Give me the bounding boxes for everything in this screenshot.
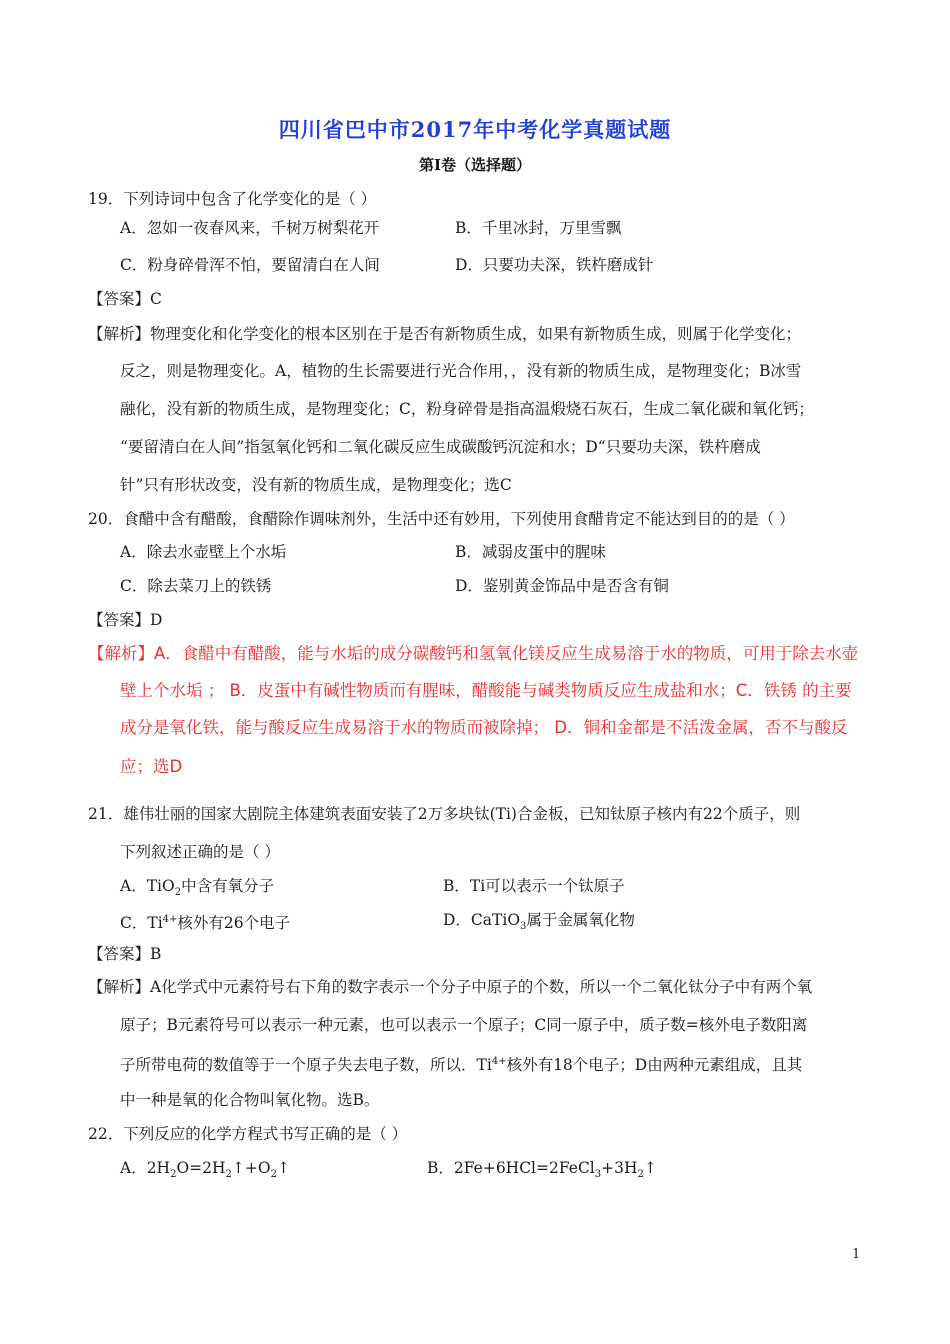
q21-option-c: C．$Ti^{4+}$核外有26个电子 — [120, 914, 291, 933]
q20-option-d: D．鉴别黄金饰品中是否含有铜 — [455, 577, 669, 595]
section-subtitle: 第Ⅰ卷（选择题） — [418, 156, 532, 174]
q21-answer: 【答案】B — [88, 945, 162, 963]
q20-explanation-line-3: 成分是氧化铁，能与酸反应生成易溶于水的物质而被除掉； D．铜和金都是不活泼金属，否不与酸反 — [120, 718, 848, 737]
q21-stem-line-1: 21．雄伟壮丽的国家大剧院主体建筑表面安装了2万多块钛(Ti)合金板，已知钛原子核内有22个质子，则 — [88, 805, 801, 823]
q21-option-b: B．Ti可以表示一个钛原子 — [443, 877, 625, 895]
q19-explanation-line-2: 反之，则是物理变化。A，植物的生长需要进行光合作用，，没有新的物质生成，是物理变化；B冰雪 — [120, 362, 802, 380]
q21-stem-line-2: 下列叙述正确的是（ ） — [120, 843, 280, 861]
q19-explanation-line-3: 融化，没有新的物质生成，是物理变化；C，粉身碎骨是指高温煅烧石灰石，生成二氧化碳和氧化钙； — [120, 400, 814, 418]
q21-option-a: A．TiO$_2$中含有氧分子 — [120, 877, 275, 899]
q20-explanation-line-4: 应；选D — [120, 757, 183, 776]
q19-explanation-line-4: “要留清白在人间”指氢氧化钙和二氧化碳反应生成碳酸钙沉淀和水；D“只要功夫深，铁杵磨成 — [120, 438, 761, 456]
q19-stem: 19．下列诗词中包含了化学变化的是（ ） — [88, 190, 377, 208]
q19-answer: 【答案】C — [88, 290, 162, 308]
q21-explanation-line-1: 【解析】A化学式中元素符号右下角的数字表示一个分子中原子的个数，所以一个二氧化钛分子中有两个氧 — [88, 978, 813, 996]
q21-explanation-line-2: 原子；B元素符号可以表示一种元素，也可以表示一个原子；C同一原子中，质子数=核外电子数阳离 — [120, 1016, 808, 1034]
q20-option-c: C．除去菜刀上的铁锈 — [120, 577, 272, 595]
q21-explanation-line-3: 子所带电荷的数值等于一个原子失去电子数，所以．$Ti^{4+}$核外有18个电子；D由两种元素组成，且其 — [120, 1056, 803, 1075]
q22-option-a: A．$2H_2O=2H_2↑+O_2↑$ — [120, 1159, 290, 1181]
q19-option-b: B．千里冰封，万里雪飘 — [455, 219, 622, 237]
q19-explanation-line-5: 针”只有形状改变，没有新的物质生成，是物理变化；选C — [120, 476, 512, 494]
page-number: 1 — [852, 1247, 861, 1262]
q20-answer: 【答案】D — [88, 611, 163, 629]
q21-option-d: D．CaTiO$_3$属于金属氧化物 — [443, 911, 635, 933]
q19-option-d: D．只要功夫深，铁杵磨成针 — [455, 256, 654, 274]
q20-option-a: A．除去水壶壁上个水垢 — [120, 543, 287, 561]
q20-explanation-line-2: 壁上个水垢 ； B．皮蛋中有碱性物质而有腥味，醋酸能与碱类物质反应生成盐和水；C．铁锈 的主要 — [120, 681, 852, 700]
q20-option-b: B．减弱皮蛋中的腥味 — [455, 543, 606, 561]
page-title: 四川省巴中市2017年中考化学真题试题 — [278, 117, 672, 142]
q20-stem: 20．食醋中含有醋酸，食醋除作调味剂外，生活中还有妙用，下列使用食醋肯定不能达到目的的是（ ） — [88, 510, 795, 528]
q19-explanation-line-1: 【解析】物理变化和化学变化的根本区别在于是否有新物质生成，如果有新物质生成，则属于化学变化； — [88, 325, 802, 343]
q21-explanation-line-4: 中一种是氧的化合物叫氧化物。选B。 — [120, 1091, 380, 1109]
q22-stem: 22．下列反应的化学方程式书写正确的是（ ） — [88, 1125, 408, 1143]
q19-option-c: C．粉身碎骨浑不怕，要留清白在人间 — [120, 256, 380, 274]
q19-option-a: A．忽如一夜春风来，千树万树梨花开 — [120, 219, 380, 237]
q20-explanation-line-1: 【解析】A．食醋中有醋酸，能与水垢的成分碳酸钙和氢氧化镁反应生成易溶于水的物质，可用于除去水壶 — [88, 644, 859, 663]
q22-option-b: B．$2Fe+6HCl=2FeCl_3+3H_2↑$ — [427, 1159, 657, 1181]
